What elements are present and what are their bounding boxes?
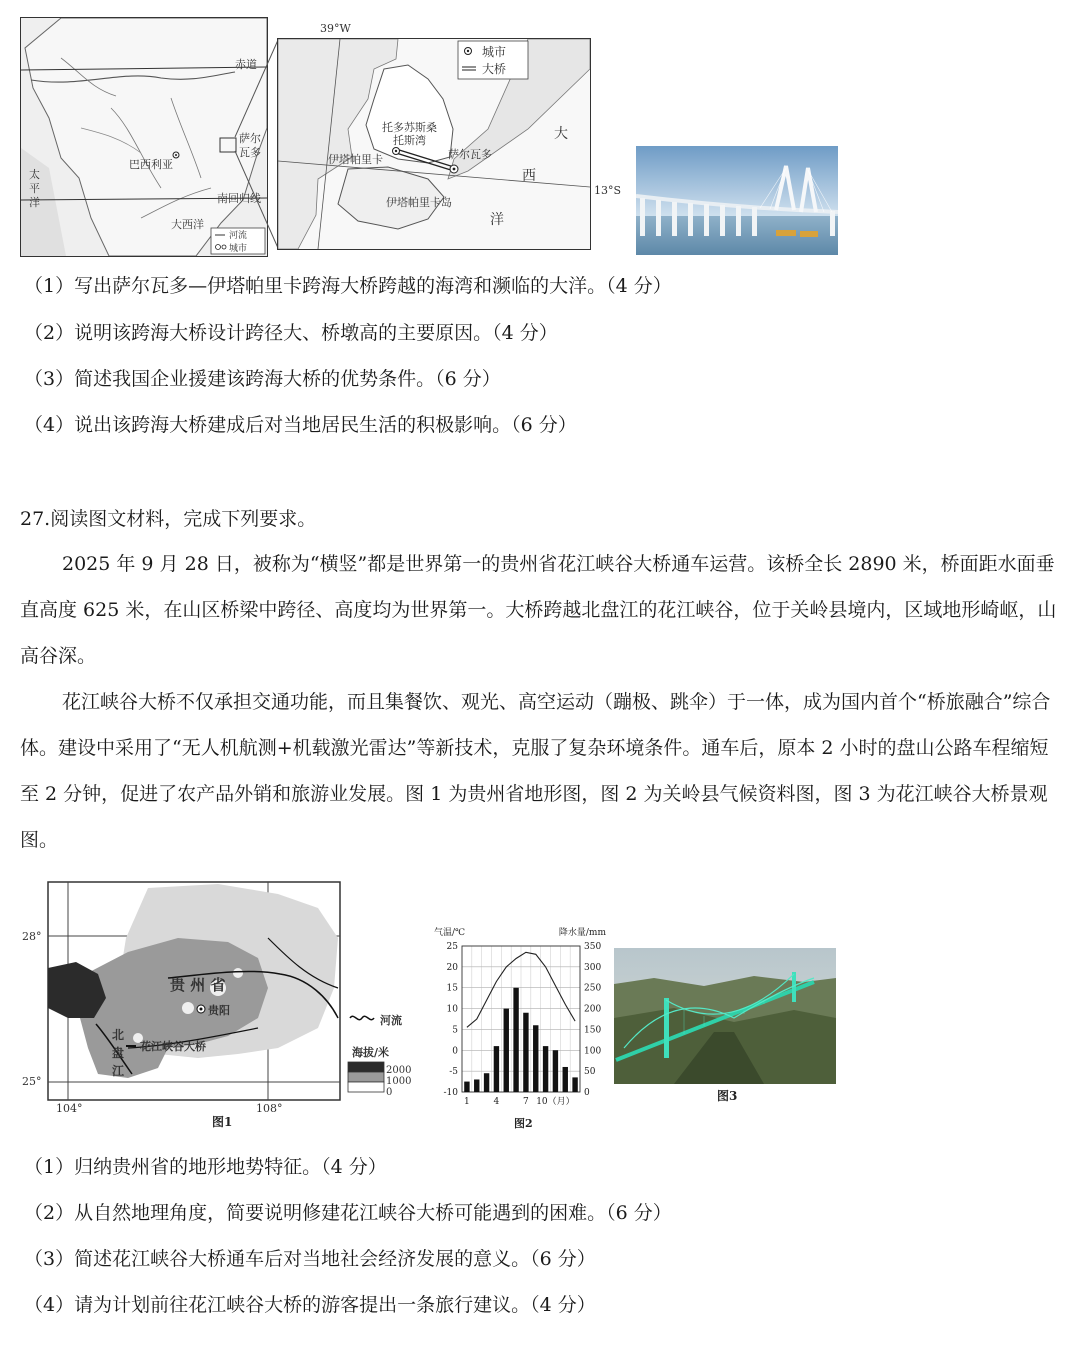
q26-item-3: （3）简述我国企业援建该跨海大桥的优势条件。（6 分） (24, 368, 501, 390)
ocean-char-2: 西 (522, 168, 536, 184)
fig3-drawing (614, 948, 836, 1084)
fig1-legend-1000: 1000 (386, 1076, 412, 1087)
precip-bar (553, 1050, 558, 1092)
fig1-guizhou-map (18, 878, 418, 1128)
q27-paragraph-1: 2025 年 9 月 28 日，被称为“横竖”都是世界第一的贵州省花江峡谷大桥通车运营。该桥全长 2890 米，桥面距水面垂直高度 625 米，在山区桥梁中跨径、高度均为世界第一。大桥跨越北盘江的花江峡谷，位于关岭县境内，区域地形崎岖，山高谷深。 (20, 553, 1057, 667)
brasilia-label: 巴西利亚 (129, 158, 173, 171)
fig1-capital-label: 贵阳 (208, 1004, 230, 1017)
precip-bar (563, 1067, 568, 1092)
bridge-photo-brazil (636, 146, 838, 255)
precip-bar (543, 1046, 548, 1092)
q27-heading: 27.阅读图文材料，完成下列要求。 (20, 508, 317, 530)
y-left-tick-label: -5 (449, 1067, 458, 1078)
fig1-bridge-label: 花江峡谷大桥 (140, 1040, 206, 1053)
bridge-photo-brazil-drawing (636, 146, 838, 255)
inset-map (277, 38, 591, 250)
inset-legend-bridge: 大桥 (482, 62, 507, 76)
island-label: 伊塔帕里卡岛 (386, 196, 452, 209)
precip-bar (494, 1046, 499, 1092)
fig1-province-label: 贵 州 省 (170, 976, 226, 994)
y-right-tick-label: 300 (584, 962, 602, 973)
zoom-connector (0, 0, 300, 260)
q27-item-4: （4）请为计划前往花江峡谷大桥的游客提出一条旅行建议。（4 分） (24, 1294, 596, 1316)
inset-legend-city: 城市 (482, 45, 507, 59)
precip-bar (572, 1077, 577, 1092)
precip-bar (513, 988, 518, 1092)
y-left-tick-label: 5 (452, 1025, 458, 1036)
y-right-tick-label: 200 (584, 1004, 602, 1015)
precip-bar (533, 1025, 538, 1092)
fig1-legend-river: 河流 (380, 1014, 402, 1027)
legend-city-label: 城市 (229, 244, 248, 254)
fig1-lat-28: 28° (22, 930, 42, 943)
salvador-label: 萨尔 瓦多 (239, 132, 261, 159)
x-tick-label: 10（月） (536, 1097, 575, 1107)
longitude-label: 39°W (320, 22, 351, 35)
q27-item-1: （1）归纳贵州省的地形地势特征。（4 分） (24, 1156, 387, 1178)
legend-river-label: 河流 (229, 231, 248, 241)
q27-material (20, 541, 1060, 863)
y-right-tick-label: 0 (584, 1088, 590, 1098)
precip-bar (504, 1009, 509, 1092)
fig3-bridge-photo (614, 948, 836, 1084)
q27-item-3: （3）简述花江峡谷大桥通车后对当地社会经济发展的意义。（6 分） (24, 1248, 596, 1270)
fig1-legend-0: 0 (386, 1087, 393, 1098)
ocean-char-3: 洋 (490, 212, 504, 228)
y-left-tick-label: 15 (446, 983, 458, 994)
y-left-tick-label: 0 (452, 1046, 458, 1057)
y-left-axis-label: 气温/℃ (434, 928, 466, 938)
equator-label: 赤道 (235, 58, 257, 71)
fig2-climate-chart (430, 922, 610, 1132)
q27-item-2: （2）从自然地理角度，简要说明修建花江峡谷大桥可能遇到的困难。（6 分） (24, 1202, 672, 1224)
y-left-tick-label: -10 (443, 1088, 458, 1098)
x-tick-label: 1 (464, 1097, 470, 1107)
fig1-legend-title: 海拔/米 (352, 1046, 390, 1059)
y-right-tick-label: 150 (584, 1025, 602, 1036)
ocean-char-1: 大 (554, 126, 568, 142)
q26-item-2: （2）说明该跨海大桥设计跨径大、桥墩高的主要原因。（4 分） (24, 322, 558, 344)
salvador-inset-label: 萨尔瓦多 (448, 148, 492, 161)
atlantic-label: 大西洋 (171, 218, 204, 231)
tropic-label: 南回归线 (217, 192, 261, 205)
climate-chart-svg (430, 922, 610, 1132)
pacific-label: 太 平 洋 (29, 168, 40, 209)
fig1-legend-2000: 2000 (386, 1065, 412, 1076)
fig1-caption: 图1 (212, 1115, 233, 1129)
precip-bar (474, 1079, 479, 1092)
fig1-river-label: 北 盘 江 (112, 1028, 125, 1078)
q26-item-1: （1）写出萨尔瓦多—伊塔帕里卡跨海大桥跨越的海湾和濒临的大洋。（4 分） (24, 275, 672, 297)
y-right-tick-label: 350 (584, 942, 602, 952)
fig1-lon-104: 104° (56, 1102, 83, 1115)
itaparica-city-label: 伊塔帕里卡 (328, 153, 383, 166)
fig2-caption: 图2 (514, 1117, 533, 1130)
fig1-lat-25: 25° (22, 1075, 42, 1088)
y-left-tick-label: 20 (446, 962, 458, 973)
fig1-lon-108: 108° (256, 1102, 283, 1115)
fig3-caption: 图3 (717, 1089, 738, 1103)
precip-bar (484, 1073, 489, 1092)
y-left-tick-label: 10 (446, 1004, 458, 1015)
q27-paragraph-2: 花江峡谷大桥不仅承担交通功能，而且集餐饮、观光、高空运动（蹦极、跳伞）于一体，成为国内首个“桥旅融合”综合体。建设中采用了“无人机航测+机载激光雷达”等新技术，克服了复杂环境条件。通车后，原本 2 小时的盘山公路车程缩短至 2 分钟，促进了农产品外销和旅游业发展。图 1 为贵州省地形图，图 2 为关岭县气候资料图，图 3 为花江峡谷大桥景观图。 (20, 691, 1051, 851)
y-right-axis-label: 降水量/mm (558, 928, 606, 938)
x-tick-label: 7 (523, 1097, 529, 1107)
x-tick-label: 4 (493, 1097, 500, 1107)
y-right-tick-label: 250 (584, 983, 602, 994)
precip-bar (464, 1082, 469, 1092)
q26-item-4: （4）说出该跨海大桥建成后对当地居民生活的积极影响。（6 分） (24, 414, 577, 436)
y-right-tick-label: 50 (584, 1067, 596, 1078)
y-right-tick-label: 100 (584, 1046, 602, 1057)
y-left-tick-label: 25 (446, 942, 458, 952)
latitude-label: 13°S (594, 184, 622, 197)
bay-label: 托多苏斯桑 托斯湾 (382, 121, 437, 147)
precip-bar (523, 1013, 528, 1092)
